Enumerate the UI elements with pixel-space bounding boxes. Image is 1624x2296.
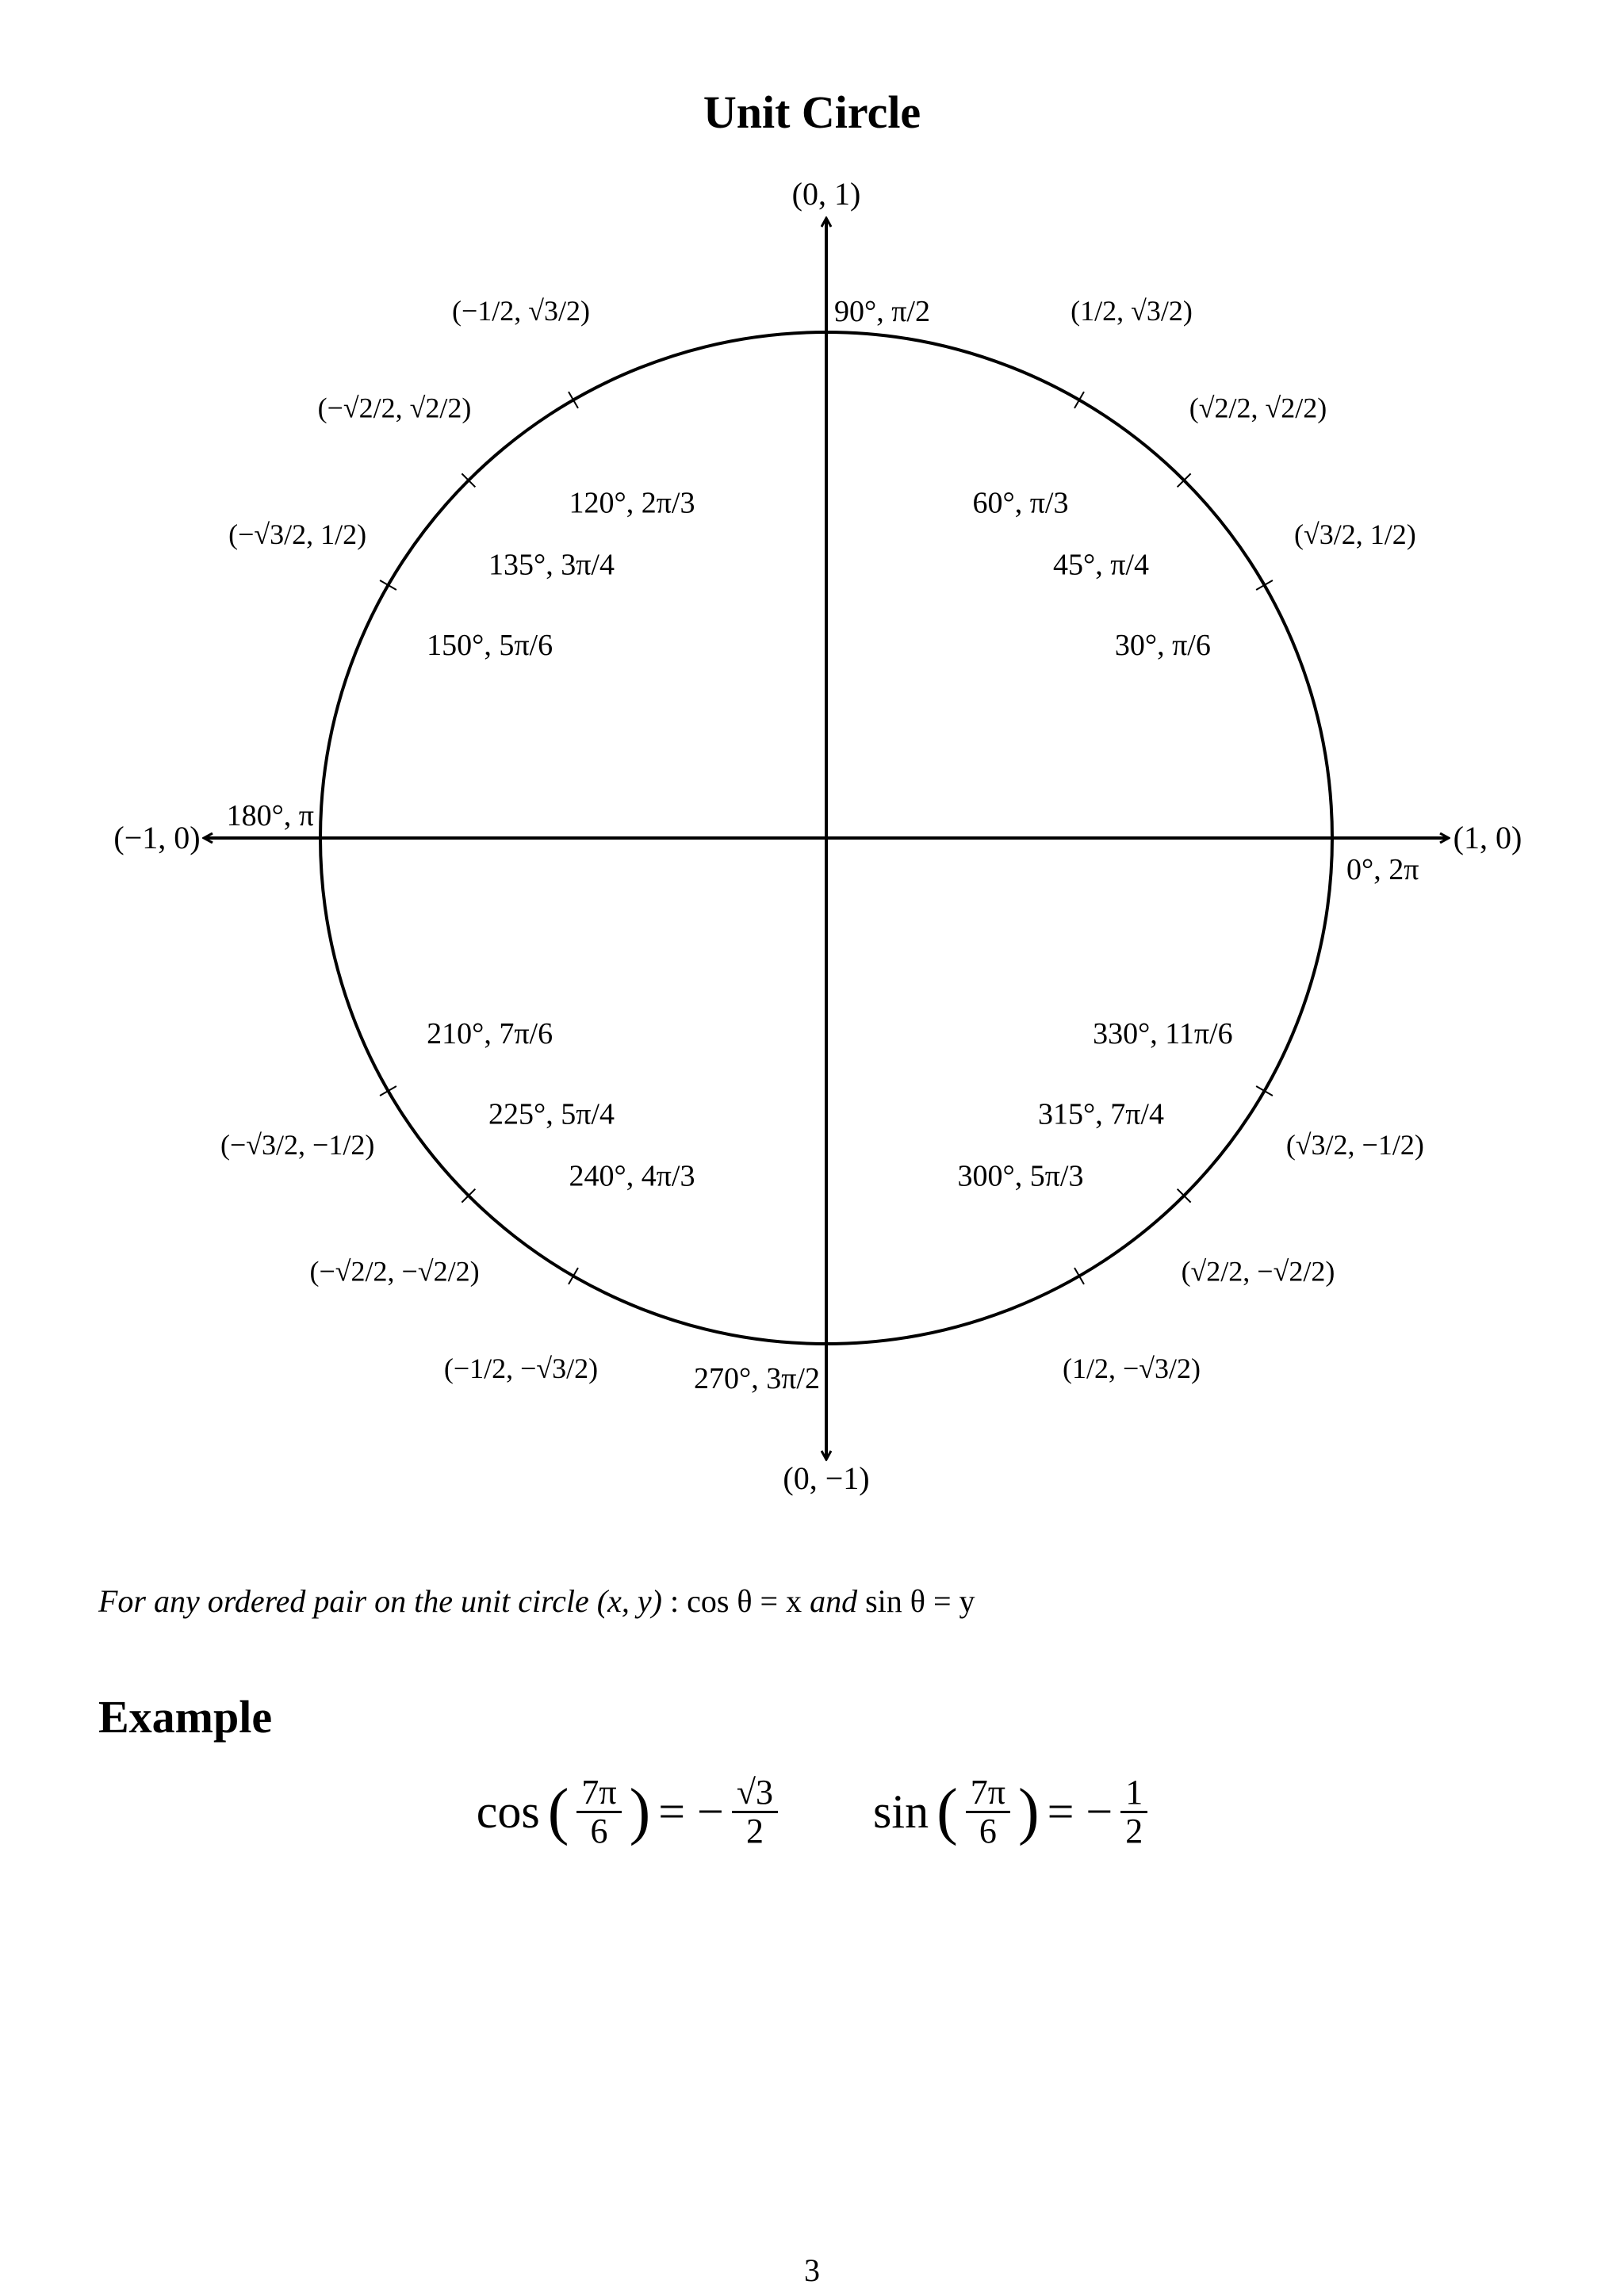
angle-label-90: 90°, π/2 [834,295,930,328]
coord-label-30: (√3/2, 1/2) [1293,519,1416,550]
coord-label-60: (1/2, √3/2) [1071,295,1193,327]
coord-label-240: (−1/2, −√3/2) [443,1352,599,1384]
coord-label-210: (−√3/2, −1/2) [220,1129,375,1161]
example-equations [0,1774,1624,1850]
example-heading: Example [98,1691,273,1743]
sin-res-num: 1 [1120,1774,1147,1813]
tick-300 [1074,1268,1084,1284]
angle-label-225: 225°, 5π/4 [488,1097,615,1131]
cos-res-num: √3 [732,1774,778,1813]
definition-pair: (x, y) [596,1583,662,1619]
angle-label-315: 315°, 7π/4 [1038,1097,1164,1131]
coord-label-300: (1/2, −√3/2) [1062,1352,1201,1384]
sin-function: sin [873,1785,929,1839]
tick-30 [1256,580,1273,590]
cos-close-paren: ) [629,1777,651,1847]
cos-open-paren: ( [547,1777,569,1847]
angle-label-210: 210°, 7π/6 [427,1017,553,1050]
angle-label-60: 60°, π/3 [972,486,1069,520]
axis-label-right: (1, 0) [1453,820,1522,855]
cos-arg-num: 7π [576,1774,621,1813]
definition-cos: cos θ = x [687,1583,802,1619]
cos-function: cos [476,1785,540,1839]
tick-60 [1074,392,1084,408]
angle-label-150: 150°, 5π/6 [427,629,553,662]
definition-text [98,1582,975,1620]
cos-result [732,1774,778,1850]
coord-label-150: (−√3/2, 1/2) [228,519,367,550]
angle-markers [220,295,1424,1395]
angle-label-180: 180°, π [226,799,314,832]
cos-equation [477,1774,778,1850]
angle-label-30: 30°, π/6 [1114,629,1211,662]
angle-label-120: 120°, 2π/3 [569,486,695,520]
coord-label-225: (−√2/2, −√2/2) [309,1255,480,1288]
cos-argument [576,1774,621,1850]
axis-label-top: (0, 1) [791,176,861,212]
angle-label-300: 300°, 5π/3 [957,1159,1084,1193]
angle-label-135: 135°, 3π/4 [488,548,615,582]
sin-result [1120,1774,1147,1850]
cos-arg-den: 6 [590,1812,608,1851]
sin-close-paren: ) [1017,1777,1040,1847]
axis-label-left: (−1, 0) [113,820,201,855]
coord-label-135: (−√2/2, √2/2) [317,392,472,424]
coord-label-120: (−1/2, √3/2) [451,295,591,327]
page-title: Unit Circle [703,86,921,138]
cos-res-den: 2 [745,1812,764,1851]
tick-120 [569,392,578,408]
angle-label-0: 0°, 2π [1346,853,1419,886]
sin-open-paren: ( [936,1777,958,1847]
tick-210 [380,1086,396,1096]
definition-sin: sin θ = y [865,1583,975,1619]
sin-equation [873,1774,1147,1850]
sin-arg-num: 7π [966,1774,1010,1813]
tick-330 [1256,1086,1273,1096]
tick-150 [380,580,396,590]
coord-label-315: (√2/2, −√2/2) [1181,1255,1335,1288]
sin-equals: = − [1047,1785,1113,1839]
cos-equals: = − [658,1785,724,1839]
axis-label-bottom: (0, −1) [783,1460,870,1496]
definition-lead: For any ordered pair on the unit circle [98,1583,589,1619]
definition-sep: : [669,1583,680,1619]
definition-and: and [810,1583,858,1619]
angle-label-270: 270°, 3π/2 [694,1362,820,1395]
angle-label-330: 330°, 11π/6 [1093,1017,1233,1050]
angle-label-45: 45°, π/4 [1053,548,1149,582]
coord-label-330: (√3/2, −1/2) [1285,1129,1424,1161]
tick-240 [569,1268,578,1284]
sin-argument [966,1774,1010,1850]
angle-label-240: 240°, 4π/3 [569,1159,695,1193]
page-number: 3 [804,2252,820,2288]
sin-res-den: 2 [1125,1812,1143,1851]
sin-arg-den: 6 [979,1812,997,1851]
coord-label-45: (√2/2, √2/2) [1189,392,1327,424]
